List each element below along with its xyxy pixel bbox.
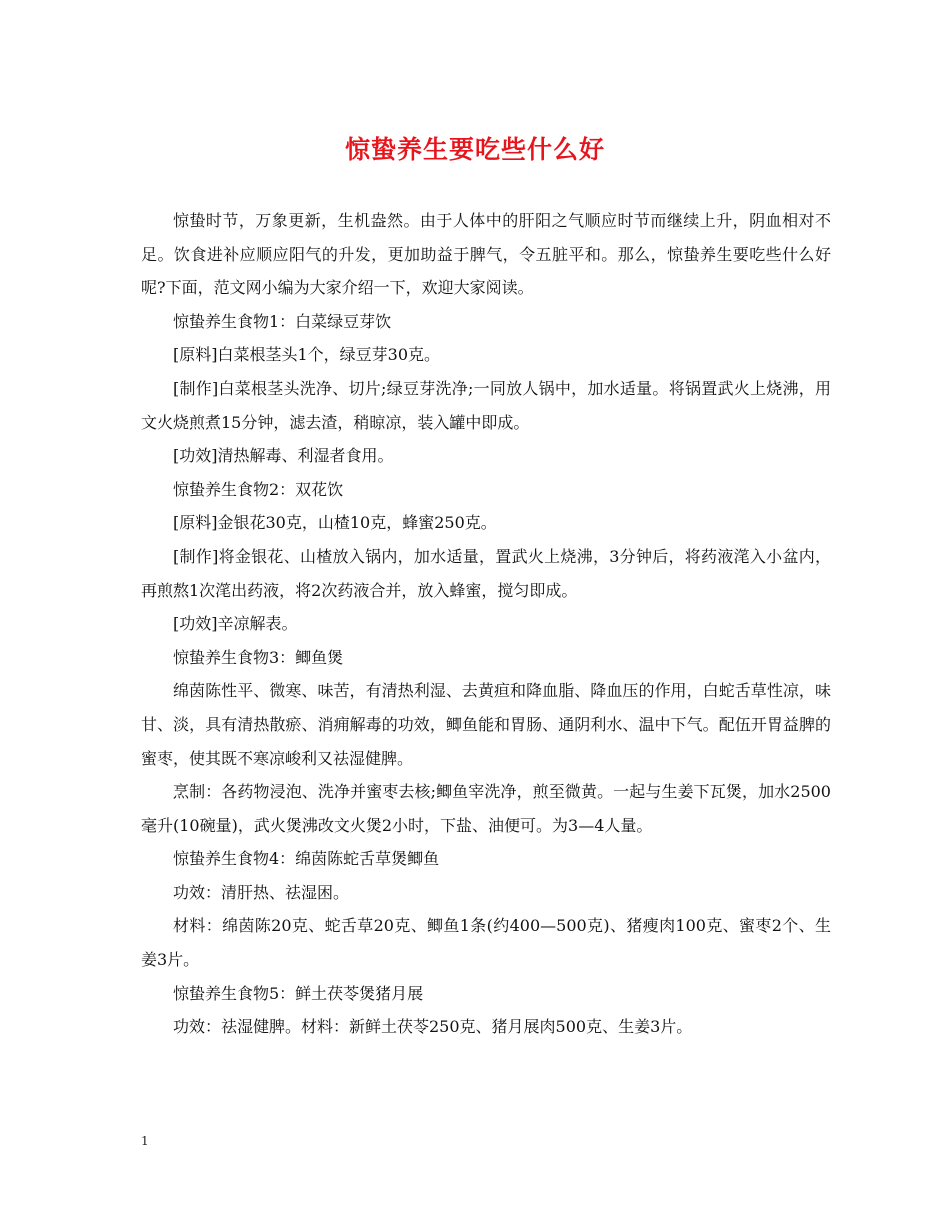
paragraph-food-5-heading: 惊蛰养生食物5：鲜土茯苓煲猪月展 xyxy=(173,983,424,1003)
paragraph-food-2-ingredients: [原料]金银花30克，山楂10克，蜂蜜250克。 xyxy=(173,513,497,533)
paragraph-food-4-effect: 功效：清肝热、祛湿困。 xyxy=(173,882,350,902)
paragraph-food-1-preparation: [制作]白菜根茎头洗净、切片;绿豆芽洗净;一同放人锅中，加水适量。将锅置武火上烧沸，用文火烧煎煮15分钟，滤去渣，稍晾凉，装入罐中即成。 xyxy=(141,378,831,432)
paragraph-intro: 惊蛰时节，万象更新，生机盎然。由于人体中的肝阳之气顺应时节而继续上升，阴血相对不足。饮食进补应顺应阳气的升发，更加助益于脾气，令五脏平和。那么，惊蛰养生要吃些什么好呢?下面，范文网小编为大家介绍一下，欢迎大家阅读。 xyxy=(141,211,831,298)
paragraph-food-2-heading: 惊蛰养生食物2：双花饮 xyxy=(173,479,344,499)
paragraph-food-1-effect: [功效]清热解毒、利湿者食用。 xyxy=(173,446,394,466)
paragraph-food-4-materials: 材料：绵茵陈20克、蛇舌草20克、鲫鱼1条(约400—500克)、猪瘦肉100克、蜜枣2个、生姜3片。 xyxy=(141,916,831,970)
paragraph-food-1-ingredients: [原料]白菜根茎头1个，绿豆芽30克。 xyxy=(173,345,441,365)
paragraph-food-5-effect-materials: 功效：祛湿健脾。材料：新鲜土茯苓250克、猪月展肉500克、生姜3片。 xyxy=(173,1017,693,1037)
paragraph-food-2-preparation: [制作]将金银花、山楂放入锅内，加水适量，置武火上烧沸，3分钟后，将药液滗入小盆内，再煎熬1次滗出药液，将2次药液合并，放入蜂蜜，搅匀即成。 xyxy=(141,546,831,600)
paragraph-food-3-heading: 惊蛰养生食物3：鲫鱼煲 xyxy=(173,647,344,667)
document-title: 惊蛰养生要吃些什么好 xyxy=(344,135,605,164)
paragraph-food-1-heading: 惊蛰养生食物1：白菜绿豆芽饮 xyxy=(173,311,392,331)
page-number: 1 xyxy=(141,1134,149,1148)
paragraph-food-3-description: 绵茵陈性平、微寒、味苦，有清热利湿、去黄疸和降血脂、降血压的作用，白蛇舌草性凉，味甘、淡，具有清热散瘀、消痈解毒的功效，鲫鱼能和胃肠、通阴利水、温中下气。配伍开胃益脾的蜜枣，使其既不寒凉峻利又祛湿健脾。 xyxy=(141,681,831,768)
paragraph-food-4-heading: 惊蛰养生食物4：绵茵陈蛇舌草煲鲫鱼 xyxy=(173,849,440,869)
document-body xyxy=(141,204,831,1044)
paragraph-food-2-effect: [功效]辛凉解表。 xyxy=(173,614,298,634)
paragraph-food-3-cooking: 烹制：各药物浸泡、洗净并蜜枣去核;鲫鱼宰洗净，煎至微黄。一起与生姜下瓦煲，加水2500毫升(10碗量)，武火煲沸改文火煲2小时，下盐、油便可。为3—4人量。 xyxy=(141,782,831,835)
